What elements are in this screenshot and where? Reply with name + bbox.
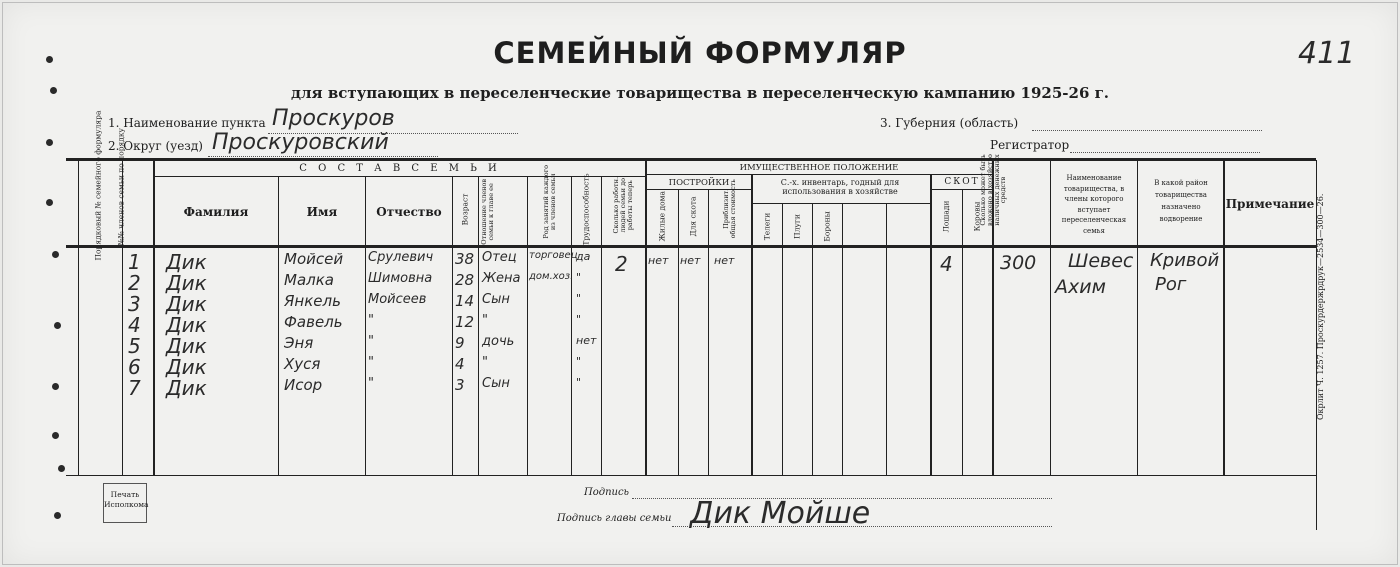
cell-no: 6 (128, 355, 141, 379)
cell-work: " (576, 313, 582, 326)
cell-no: 2 (128, 271, 141, 295)
cell-age: 38 (455, 250, 475, 268)
cell-patronymic: Мойсеев (368, 292, 427, 307)
cell-age: 3 (455, 376, 465, 394)
district-value-1: Кривой (1150, 250, 1220, 271)
cell-name: Эня (284, 334, 314, 352)
form-title: СЕМЕЙНЫЙ ФОРМУЛЯР (493, 36, 907, 70)
cell-surname: Дик (166, 313, 207, 337)
cell-relation: " (482, 355, 488, 370)
header-cash: Сколько может быть вложено в хозяйство наличных денежных средств (979, 154, 1008, 226)
header-workability: Трудоспособность (581, 173, 591, 246)
cash-value: 300 (1000, 252, 1037, 274)
cell-patronymic: " (368, 376, 374, 391)
cell-work: нет (576, 334, 597, 347)
header-houses: Жилые дома (657, 191, 667, 242)
cell-name: Исор (284, 376, 323, 394)
header-name: Имя (306, 205, 338, 219)
header-livestock: СКОТ (944, 177, 980, 187)
registrar-label: Регистратор (990, 138, 1070, 152)
cell-age: 12 (455, 313, 475, 331)
cattle-shed-value: нет (680, 254, 701, 267)
header-relation: Отношение членов семьи к главе ее (480, 178, 495, 245)
header-cows: Коровы (972, 201, 982, 232)
cell-no: 4 (128, 313, 141, 337)
cell-surname: Дик (166, 292, 207, 316)
header-remark: Примечание (1225, 197, 1315, 211)
header-ploughs: Плуги (792, 214, 802, 239)
partnership-value-1: Шевес (1068, 250, 1134, 272)
punch-hole (58, 465, 65, 472)
cell-patronymic: " (368, 313, 374, 328)
header-district: В какой район товарищества назначено водворение (1154, 179, 1208, 223)
cell-patronymic: Шимовна (368, 271, 433, 286)
cell-surname: Дик (166, 271, 207, 295)
cell-surname: Дик (166, 376, 207, 400)
head-signature-value: Дик Мойше (690, 496, 871, 531)
partnership-value-2: Ахим (1055, 276, 1106, 298)
header-harrows: Бороны (822, 211, 832, 242)
field-3-label: 3. Губерния (область) (880, 116, 1019, 130)
header-carts: Телеги (762, 212, 772, 241)
cell-name: Мойсей (284, 250, 344, 268)
header-age: Возраст (460, 193, 470, 226)
workers-count-value: 2 (615, 252, 628, 276)
punch-hole (52, 432, 59, 439)
cell-name: Фавель (284, 313, 343, 331)
cell-surname: Дик (166, 334, 207, 358)
punch-hole (46, 199, 53, 206)
district-value-2: Рог (1155, 274, 1187, 295)
header-buildings: ПОСТРОЙКИ (668, 178, 730, 188)
cell-patronymic: Срулевич (368, 250, 434, 265)
cell-no: 3 (128, 292, 141, 316)
header-property: ИМУЩЕСТВЕННОЕ ПОЛОЖЕНИЕ (739, 163, 899, 173)
header-occupation: Род занятий каждого из членов семьи (542, 164, 557, 239)
cell-age: 14 (455, 292, 475, 310)
header-family-composition: С О С Т А В С Е М Ь И (299, 163, 501, 174)
horses-value: 4 (940, 252, 953, 276)
executive-committee-stamp: Печать Исполкома (103, 483, 147, 523)
header-partnership: Наименование товарищества, в члены которого вступает переселенческая семья (1061, 174, 1127, 235)
punch-hole (54, 512, 61, 519)
cell-age: 9 (455, 334, 465, 352)
cell-relation: Отец (482, 250, 517, 265)
signature-label: Подпись (584, 487, 630, 498)
approx-cost-value: нет (714, 254, 735, 267)
cell-relation: " (482, 313, 488, 328)
punch-hole (52, 383, 59, 390)
field-1-value: Проскуров (272, 106, 395, 131)
header-surname: Фамилия (183, 205, 249, 219)
cell-work: " (576, 271, 582, 284)
field-1-label: 1. Наименование пункта (108, 116, 266, 130)
cell-age: 4 (455, 355, 465, 373)
cell-occupation: торговец (529, 250, 578, 261)
header-horses: Лошади (941, 200, 951, 233)
cell-no: 5 (128, 334, 141, 358)
header-patronymic: Отчество (376, 205, 442, 219)
cell-work: " (576, 292, 582, 305)
field-2-value: Проскуровский (212, 130, 389, 155)
punch-hole (46, 139, 53, 146)
cell-surname: Дик (166, 250, 207, 274)
punch-hole (54, 322, 61, 329)
form-subtitle: для вступающих в переселенческие товарищества в переселенческую кампанию 1925-26 г. (290, 84, 1110, 102)
cell-name: Хуся (284, 355, 321, 373)
cell-work: " (576, 355, 582, 368)
cell-no: 7 (128, 376, 141, 400)
houses-value: нет (648, 254, 669, 267)
cell-relation: Сын (482, 292, 510, 307)
cell-relation: Сын (482, 376, 510, 391)
cell-age: 28 (455, 271, 475, 289)
header-cattle-shed: Для скота (688, 196, 698, 237)
header-member-no: №№ членов семьи по порядку (116, 128, 126, 246)
page-code: 411 (1298, 36, 1356, 71)
cell-name: Малка (284, 271, 334, 289)
cell-no: 1 (128, 250, 141, 274)
cell-relation: дочь (482, 334, 515, 349)
header-seq-no: Порядковый № семейного формуляра (93, 110, 103, 261)
cell-occupation: дом.хоз. (529, 271, 574, 282)
header-inventory: С.-х. инвентарь, годный для использования в хозяйстве (780, 178, 900, 197)
cell-patronymic: " (368, 334, 374, 349)
cell-work: да (576, 250, 591, 263)
cell-patronymic: " (368, 355, 374, 370)
header-approx-cost: Приблизит. общая стоимость (722, 179, 737, 239)
printer-imprint: Окрлит Ч. 1257. Проскурдержрдрук—2534—300—26. (1316, 193, 1325, 420)
cell-relation: Жена (482, 271, 521, 286)
field-2-label: 2. Округ (уезд) (108, 139, 203, 153)
punch-hole (52, 251, 59, 258)
header-workers-count: Сколько работн. людей семьи до работы теперь (611, 176, 634, 234)
cell-name: Янкель (284, 292, 341, 310)
head-signature-label: Подпись главы семьи (557, 513, 672, 524)
cell-work: " (576, 376, 582, 389)
cell-surname: Дик (166, 355, 207, 379)
